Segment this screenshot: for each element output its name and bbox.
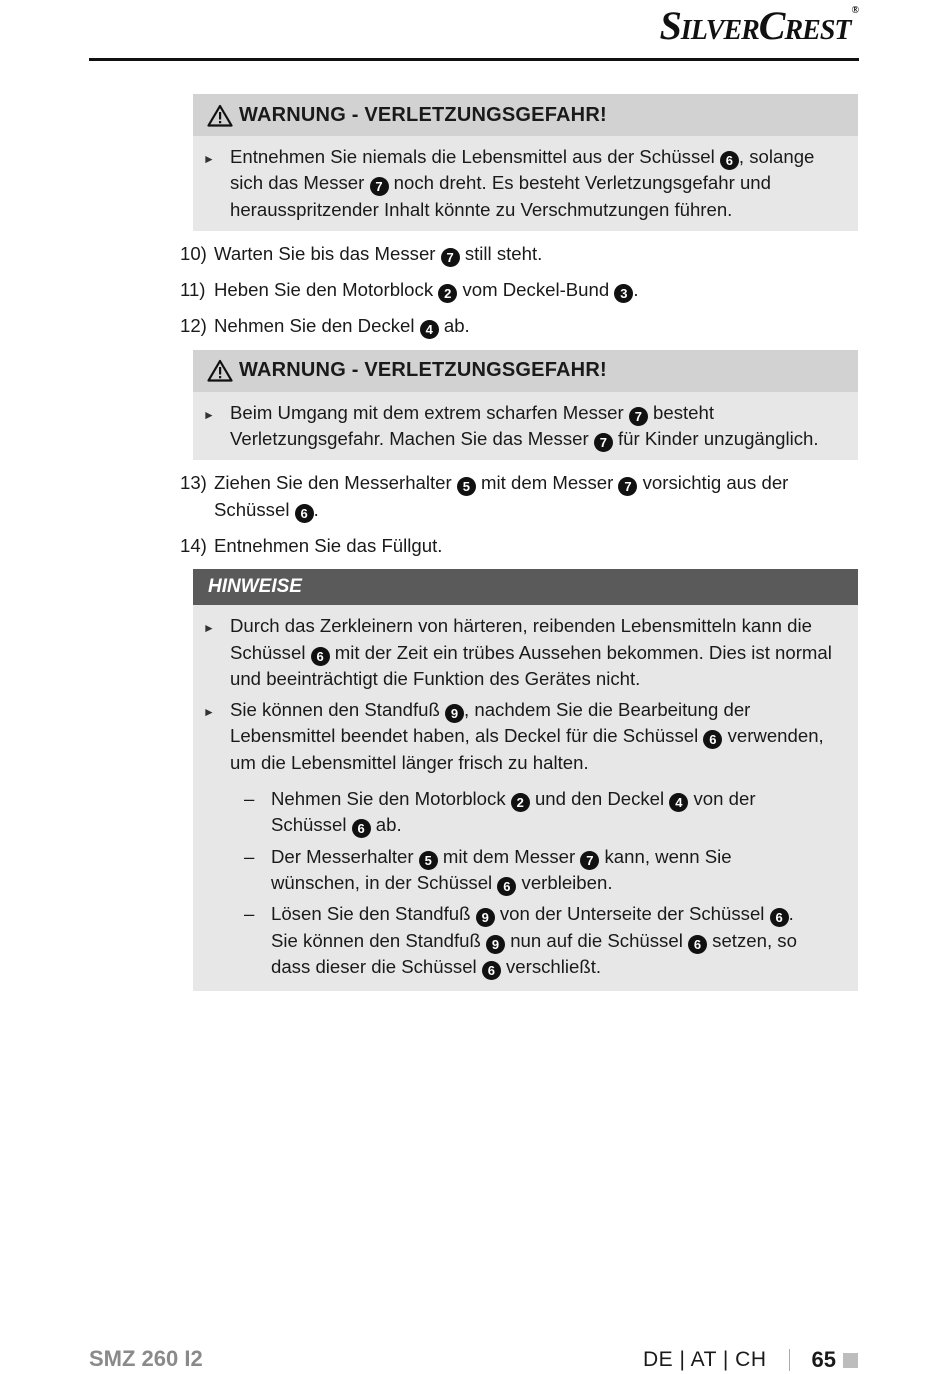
note-sub-list	[193, 786, 858, 980]
part-ref-6-badge: 6	[497, 877, 516, 896]
warning-triangle-icon	[207, 104, 233, 127]
part-ref-7-badge: 7	[370, 177, 389, 196]
text-run: Entnehmen Sie niemals die Lebensmittel aus der Schüssel	[230, 146, 720, 167]
text-run: Der Messerhalter	[271, 845, 419, 867]
step-text	[214, 241, 542, 267]
warning-triangle-icon	[207, 359, 233, 382]
step-item	[180, 277, 860, 303]
text-run: , solange sich das Messer	[230, 146, 815, 194]
note-bullet	[193, 697, 858, 776]
text-run: Durch das Zerkleinern von härteren, reibenden Lebensmitteln kann die Schüssel	[230, 615, 812, 663]
text-run: vorsichtig aus der Schüssel	[214, 472, 789, 520]
text-run: Beim Umgang mit dem extrem scharfen Messer	[230, 401, 629, 423]
text-run: verschließt.	[500, 955, 602, 977]
part-ref-7-badge: 7	[629, 407, 648, 426]
step-item	[180, 533, 860, 559]
part-ref-3-badge: 3	[614, 284, 633, 303]
note-bullet-text	[230, 697, 842, 776]
footer-languages: DE | AT | CH	[643, 1348, 767, 1371]
part-ref-6-badge: 6	[770, 908, 789, 927]
warning-box-1-bullet	[193, 144, 858, 223]
warning-box-1-text	[230, 144, 842, 223]
part-ref-2-badge: 2	[438, 284, 457, 303]
part-ref-6-badge: 6	[352, 819, 371, 838]
text-run: still steht.	[459, 242, 543, 264]
warning-box-1-header	[193, 94, 858, 136]
part-ref-6-badge: 6	[311, 647, 330, 666]
text-run: Heben Sie den Motorblock	[214, 279, 439, 301]
text-run: Warten Sie bis das Messer	[214, 242, 441, 264]
part-ref-7-badge: 7	[441, 248, 460, 267]
text-run: Sie können den Standfuß	[230, 699, 446, 721]
note-bullet	[193, 613, 858, 692]
text-run: vom Deckel-Bund	[457, 279, 615, 301]
part-ref-6-badge: 6	[482, 961, 501, 980]
part-ref-4-badge: 4	[669, 793, 688, 812]
note-sub-text	[271, 786, 818, 839]
text-run: ab.	[438, 315, 470, 337]
text-run: , nachdem Sie die Bearbeitung der Lebensmittel beendet haben, als Deckel für die Schüssel	[230, 699, 751, 747]
note-sub-item	[244, 901, 858, 980]
text-run: kann, wenn Sie wünschen, in der Schüssel	[271, 845, 732, 893]
dash-marker: –	[244, 788, 255, 810]
part-ref-9-badge: 9	[486, 935, 505, 954]
dash-marker: –	[244, 845, 255, 867]
bullet-arrow-icon: ►	[203, 621, 215, 636]
text-run: mit der Zeit ein trübes Aussehen bekommen. Dies ist normal und beeinträchtigt die Funktion des Gerätes nicht.	[230, 641, 832, 689]
step-number: 12)	[180, 315, 207, 337]
part-ref-2-badge: 2	[511, 793, 530, 812]
bullet-arrow-icon: ►	[203, 705, 215, 720]
bullet-arrow-icon: ►	[203, 152, 215, 166]
text-run: .	[313, 498, 319, 520]
page-square-icon	[843, 1353, 858, 1368]
step-item	[180, 470, 860, 523]
step-number: 13)	[180, 472, 207, 494]
step-text	[214, 313, 470, 339]
text-run: verwenden, um die Lebensmittel länger frisch zu halten.	[230, 725, 824, 773]
text-run: Ziehen Sie den Messerhalter	[214, 472, 457, 494]
warning-box-2	[193, 350, 858, 461]
footer-model: SMZ 260 I2	[89, 1346, 203, 1371]
note-sub-text	[271, 844, 818, 897]
part-ref-6-badge: 6	[688, 935, 707, 954]
text-run: besteht Verletzungsgefahr. Machen Sie das Messer	[230, 401, 715, 450]
notes-box-header	[193, 569, 858, 605]
part-ref-5-badge: 5	[457, 477, 476, 496]
note-sub-text	[271, 901, 818, 980]
text-run: setzen, so dass dieser die Schüssel	[271, 929, 797, 977]
text-run: Entnehmen Sie das Füllgut.	[214, 534, 443, 556]
text-run: ab.	[370, 814, 402, 836]
part-ref-4-badge: 4	[420, 320, 439, 339]
steps-13-14	[180, 470, 860, 559]
dash-marker: –	[244, 903, 255, 925]
warning-box-1-title: WARNUNG - VERLETZUNGSGEFAHR!	[239, 103, 607, 126]
header-rule	[89, 58, 859, 61]
warning-box-2-text	[230, 400, 842, 453]
part-ref-7-badge: 7	[594, 433, 613, 452]
text-run: und den Deckel	[529, 788, 670, 810]
text-run: von der Schüssel	[271, 788, 756, 836]
footer-separator	[789, 1349, 790, 1371]
footer-right	[643, 1347, 858, 1373]
part-ref-7-badge: 7	[618, 477, 637, 496]
text-run: von der Unterseite der Schüssel	[494, 903, 770, 925]
part-ref-9-badge: 9	[445, 704, 464, 723]
brand-name: SilverCrest	[659, 3, 851, 48]
page-content	[180, 94, 860, 991]
registered-mark: ®	[851, 5, 858, 16]
notes-box	[193, 569, 858, 991]
text-run: Nehmen Sie den Deckel	[214, 315, 420, 337]
text-run: Lösen Sie den Standfuß	[271, 903, 476, 925]
note-bullet-text	[230, 613, 842, 692]
part-ref-7-badge: 7	[580, 851, 599, 870]
text-run: mit dem Messer	[437, 845, 581, 867]
warning-box-2-bullet	[193, 400, 858, 453]
text-run: noch dreht. Es besteht Verletzungsgefahr und herausspritzender Inhalt könnte zu Verschmutzungen führen.	[230, 172, 771, 220]
bullet-arrow-icon: ►	[203, 407, 215, 422]
text-run: nun auf die Schüssel	[505, 929, 688, 951]
step-text	[214, 470, 860, 523]
step-number: 11)	[180, 279, 206, 301]
part-ref-6-badge: 6	[295, 504, 314, 523]
text-run: . Sie können den Standfuß	[271, 903, 794, 951]
text-run: verbleiben.	[516, 871, 613, 893]
part-ref-5-badge: 5	[419, 851, 438, 870]
part-ref-6-badge: 6	[720, 151, 739, 170]
brand-logo	[659, 3, 858, 48]
note-sub-item	[244, 844, 858, 897]
page-number: 65	[811, 1347, 836, 1372]
step-text	[214, 533, 442, 559]
part-ref-6-badge: 6	[703, 730, 722, 749]
text-run: Nehmen Sie den Motorblock	[271, 788, 511, 810]
warning-box-2-header	[193, 350, 858, 392]
part-ref-9-badge: 9	[476, 908, 495, 927]
note-sub-item	[244, 786, 858, 839]
step-item	[180, 313, 860, 339]
warning-box-1	[193, 94, 858, 231]
step-text	[214, 277, 639, 303]
warning-box-2-title: WARNUNG - VERLETZUNGSGEFAHR!	[239, 359, 607, 382]
step-number: 10)	[180, 242, 207, 264]
text-run: .	[633, 279, 639, 301]
step-number: 14)	[180, 534, 207, 556]
text-run: mit dem Messer	[475, 472, 619, 494]
steps-10-12	[180, 241, 860, 340]
text-run: für Kinder unzugänglich.	[612, 428, 819, 450]
notes-box-title: HINWEISE	[208, 576, 302, 598]
step-item	[180, 241, 860, 267]
